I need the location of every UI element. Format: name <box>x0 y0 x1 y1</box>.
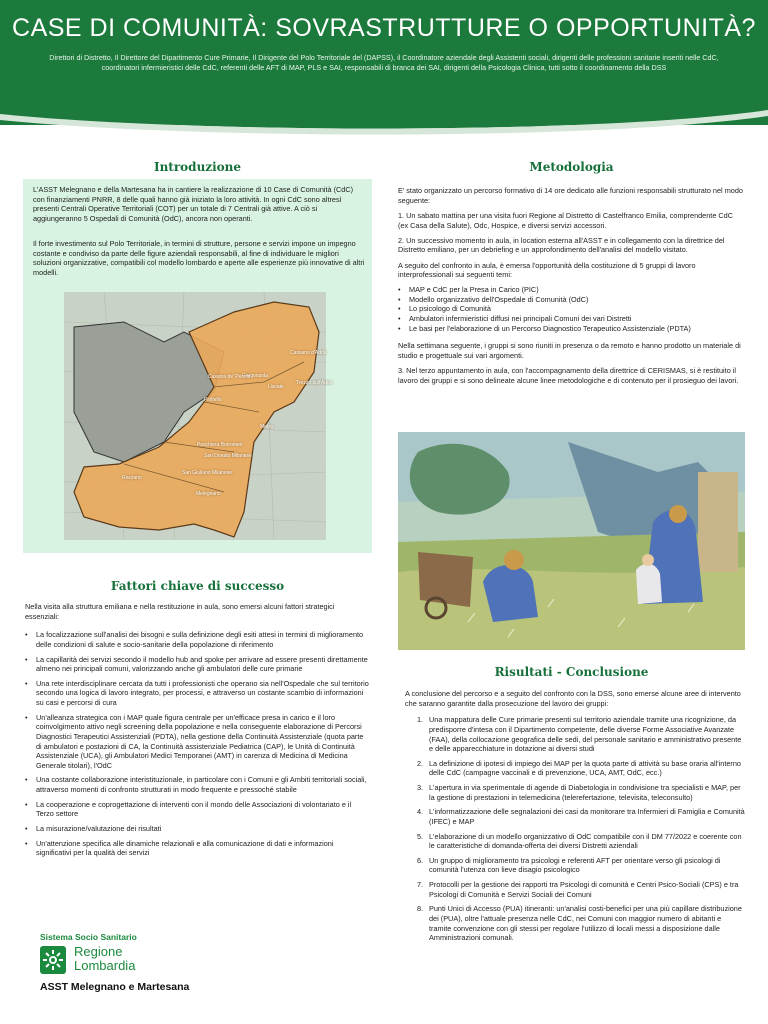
methodology-paragraph-2: 1. Un sabato mattina per una visita fuori Regione al Distretto di Castelfranco Emilia, comprendente CdC (ex Casa della Salute), Odc, Hospice, e diversi servizi accessori. <box>398 211 734 230</box>
success-item: • Un'alleanza strategica con i MAP quale figura centrale per un'efficace presa in carico e il loro coinvolgimento attivo negli screening della popolazione e nella conseguente elaborazione di Percorsi Diagnostici Terapeutici Assistenziali (PDTA), nella gestione della Continuità Assistenziale (quota parte di ambulatori e postazioni di CA, la Continuità assistenziale Pediatrica (CAP), le Unità di Continuità Assistenziale (UCA), gli Ambulatori Medici Temporanei (AMT) in carenza di Medicina di Medicina Generale titolari), l'OdC <box>25 713 370 771</box>
methodology-group: • Le basi per l'elaborazione di un Percorso Diagnostico Terapeutico Assistenziale (PDTA) <box>398 324 743 334</box>
results-item-text: L'apertura in via sperimentale di agende di Diabetologia in condivisione tra specialisti e MAP, per la gestione di prestazioni in telemedicina (telerefertazione, televisita, teleconsulto) <box>429 783 741 802</box>
map-label-11: Rozzano <box>122 475 142 481</box>
results-item-number: 2. <box>417 758 424 768</box>
map-label-1: Cassano d'Adda <box>290 350 327 356</box>
results-title: Risultati - Conclusione <box>494 665 649 679</box>
intro-paragraph-1: L'ASST Melegnano e della Martesana ha in cantiere la realizzazione di 10 Case di Comunità (CdC) con finanziamenti PNRR, 8 delle quali hanno già iniziato la loro attività. In ogni CdC sono altresì presenti Centrali Operative Territoriali (COT) per un totale di 7 Centrali già attive. A ciò si aggiungeranno 5 Ospedali di Comunità (OdC), ancora non operanti. <box>33 185 354 223</box>
intro-paragraph-2: Il forte investimento sul Polo Territoriale, in termini di strutture, persone e servizi impone un impegno costante e condiviso da parte delle figure aziendali responsabili, al fine di individuare le migliori soluzioni organizzative, compatibili col modello lombardo e aperte alle esperienze più innovative di altri modelli. <box>33 239 365 277</box>
methodology-paragraph-3: 2. Un successivo momento in aula, in location esterna all'ASST e in collegamento con la direttrice del Distretto emiliano, per un debriefing e un approfondimento dell'analisi del modello visitato. <box>398 235 725 255</box>
results-section <box>405 689 745 948</box>
methodology-section <box>398 186 743 390</box>
results-item-number: 1. <box>417 715 424 725</box>
results-item-text: Una mappatura delle Cure primarie presenti sul territorio aziendale tramite una ricognizione, da predisporre d'intesa con il Dipartimento competente, delle diverse Forme Associative Avanzate (FAA), della collocazione geografica delle sedi, del personale sanitario e amministrativo presente e delle apparecchiature in dotazione ai diversi studi <box>429 715 742 754</box>
results-item <box>417 807 745 826</box>
map-label-10: San Giuliano Milanese <box>182 470 233 476</box>
header-wave <box>0 100 768 140</box>
results-item-text: L'informatizzazione delle segnalazioni dei casi da monitorare tra Infermieri di Famiglia e Comunità (IFEC) e MAP <box>429 807 745 826</box>
results-item-text: Protocolli per la gestione dei rapporti tra Psicologi di comunità e Centri Psico-Sociali (CPS) e tra Psicologi di Comunità e Servizi Sociali dei Comuni <box>429 880 739 899</box>
results-item-number: 6. <box>417 855 424 865</box>
results-intro: A conclusione del percorso e a seguito del confronto con la DSS, sono emerse alcune aree di intervento che saranno garantite dalla prosecuzione del lavoro dei gruppi: <box>405 689 741 708</box>
results-item <box>417 856 745 875</box>
map-label-12: Melegnano <box>196 491 221 497</box>
results-item <box>417 759 745 778</box>
results-item-text: L'elaborazione di un modello organizzativo di OdC compatibile con il DM 77/2022 e coerente con le caratteristiche di domanda-offerta dei diversi Distretti aziendali <box>429 831 742 851</box>
methodology-group: • Lo psicologo di Comunità <box>398 304 743 314</box>
results-item <box>417 904 745 943</box>
map-label-3: Gorgonzola <box>242 373 268 379</box>
methodology-paragraph-5: Nella settimana seguente, i gruppi si sono riuniti in presenza o da remoto e hanno prodotto un materiale di studio e progettuale sui vari argomenti. <box>398 341 741 360</box>
logo-asst-name: ASST Melegnano e Martesana <box>40 981 190 993</box>
map-label-2: Trezzo sull'Adda <box>296 380 333 386</box>
map-label-6: Liscate <box>268 384 284 390</box>
results-item-number: 8. <box>417 904 424 914</box>
success-list <box>25 630 370 858</box>
methodology-title: Metodologia <box>529 160 614 174</box>
logo-regione-line1: Regione <box>74 944 123 959</box>
methodology-paragraph-1: E' stato organizzato un percorso formativo di 14 ore dedicato alle funzioni responsabili strutturato nel modo seguente: <box>398 186 743 205</box>
results-item <box>417 783 745 802</box>
map-label-7: Peschiera Borromeo <box>197 442 243 448</box>
success-item: • La focalizzazione sull'analisi dei bisogni e sulla definizione degli esiti attesi in termini di miglioramento delle condizioni di salute e socio-sanitarie della popolazione di riferimento <box>25 630 370 649</box>
methodology-paragraph-4: A seguito del confronto in aula, è emersa l'opportunità della costituzione di 5 gruppi di lavoro interprofessionali sui seguenti temi: <box>398 260 696 280</box>
success-section <box>25 602 370 863</box>
lombardia-rose-icon <box>40 946 66 974</box>
results-item <box>417 832 745 851</box>
logo-regione-line2: Lombardia <box>74 957 136 973</box>
map-label-9: San Donato Milanese <box>204 453 252 459</box>
results-item-number: 5. <box>417 831 424 841</box>
results-item <box>417 715 745 754</box>
results-item-number: 7. <box>417 880 424 889</box>
poster-title: CASE DI COMUNITÀ: SOVRASTRUTTURE O OPPORTUNITÀ? <box>12 14 756 42</box>
results-item-number: 4. <box>417 807 424 817</box>
map-label-4: Cassina de' Pecchi <box>208 374 251 380</box>
results-list <box>405 715 745 943</box>
success-item: • Una costante collaborazione interistituzionale, in particolare con i Comuni e gli Ambiti territoriali sociali, attraverso momenti di confronto strutturati in modo frequente e pressoché stabile <box>25 775 370 794</box>
territory-map-graphic <box>64 292 326 540</box>
success-item: • La cooperazione e coprogettazione di interventi con il mondo delle Associazioni di volontariato e il Terzo settore <box>25 800 370 819</box>
results-item-number: 3. <box>417 783 424 792</box>
success-item: • Una rete interdisciplinare cercata da tutti i professionisti che operano sia nell'Ospedale che sul territorio secondo una logica di lavoro integrato, per processi, e attraverso un costante scambio di informazioni su casi e percorsi di cura <box>25 679 370 708</box>
asst-logo <box>40 932 250 1002</box>
logo-regione <box>74 945 135 972</box>
success-item: • Un'attenzione specifica alle dinamiche relazionali e alla comunicazione di dati e informazioni significativi per la qualità dei servizi <box>25 839 370 858</box>
success-intro: Nella visita alla struttura emiliana e nella restituzione in aula, sono emersi alcuni fattori strategici essenziali: <box>25 602 335 621</box>
poster-subtitle: Direttori di Distretto, Il Direttore del Dipartimento Cure Primarie, Il Dirigente del Polo Territoriale del (DAPSS), il Coordinatore aziendale degli Assistenti sociali, dirigenti delle professioni sanitarie inseriti nelle CdC, coordinatori infermieristici delle CdC, referenti delle AFT di MAP, PLS e SAI, responsabili di branca dei SAI, dirigenti della Psicologia Clinica, tutti sotto il coordinamento della DSS <box>49 53 719 73</box>
painting-graphic <box>398 432 745 650</box>
methodology-group: • MAP e CdC per la Presa in Carico (PIC) <box>398 285 743 295</box>
methodology-paragraph-6: 3. Nel terzo appuntamento in aula, con l'accompagnamento della direttrice di CERISMAS, si è restituito il lavoro dei gruppi e si sono delineate alcune linee metodologiche e di contenuto per il prosieguo dei lavori. <box>398 366 739 385</box>
map-label-5: Pioltello <box>204 397 222 403</box>
results-item <box>417 880 745 899</box>
methodology-groups-list <box>398 285 743 333</box>
territory-map <box>64 292 333 540</box>
success-item: • La capillarità dei servizi secondo il modello hub and spoke per arrivare ad essere presenti direttamente almeno nei principali comuni, valorizzando anche gli ambulatori delle cure primarie <box>25 655 370 674</box>
map-label-8: Melzo <box>260 424 274 430</box>
success-title: Fattori chiave di successo <box>110 579 285 593</box>
results-item-text: La definizione di ipotesi di impiego dei MAP per la quota parte di attività su base oraria all'interno delle CdC (campagne vaccinali e di prevenzione, UCA, AMT, OdC, ecc.) <box>429 758 741 778</box>
results-item-text: Un gruppo di miglioramento tra psicologi e referenti AFT per orientare verso gli psicologi di comunità l'utenza con lieve disagio psicologico <box>429 855 721 875</box>
first-steps-painting <box>398 432 745 650</box>
logo-sistema: Sistema Socio Sanitario <box>40 932 137 942</box>
results-item-text: Punti Unici di Accesso (PUA) itineranti: un'analisi costi-benefici per una più capillare distribuzione dei (PUA), oltre l'attuale presenza nelle CdC, nei Comuni con maggior numero di abitanti e tramite convenzione con gli stessi per regolare l'utilizzo di locali messi a disposizione dalle Amministrazioni comunali. <box>429 904 742 943</box>
intro-title: Introduzione <box>153 160 242 174</box>
methodology-group: • Modello organizzativo dell'Ospedale di Comunità (OdC) <box>398 295 743 305</box>
methodology-group: • Ambulatori infermieristici diffusi nei principali Comuni dei vari Distretti <box>398 314 743 324</box>
success-item: • La misurazione/valutazione dei risultati <box>25 824 370 834</box>
